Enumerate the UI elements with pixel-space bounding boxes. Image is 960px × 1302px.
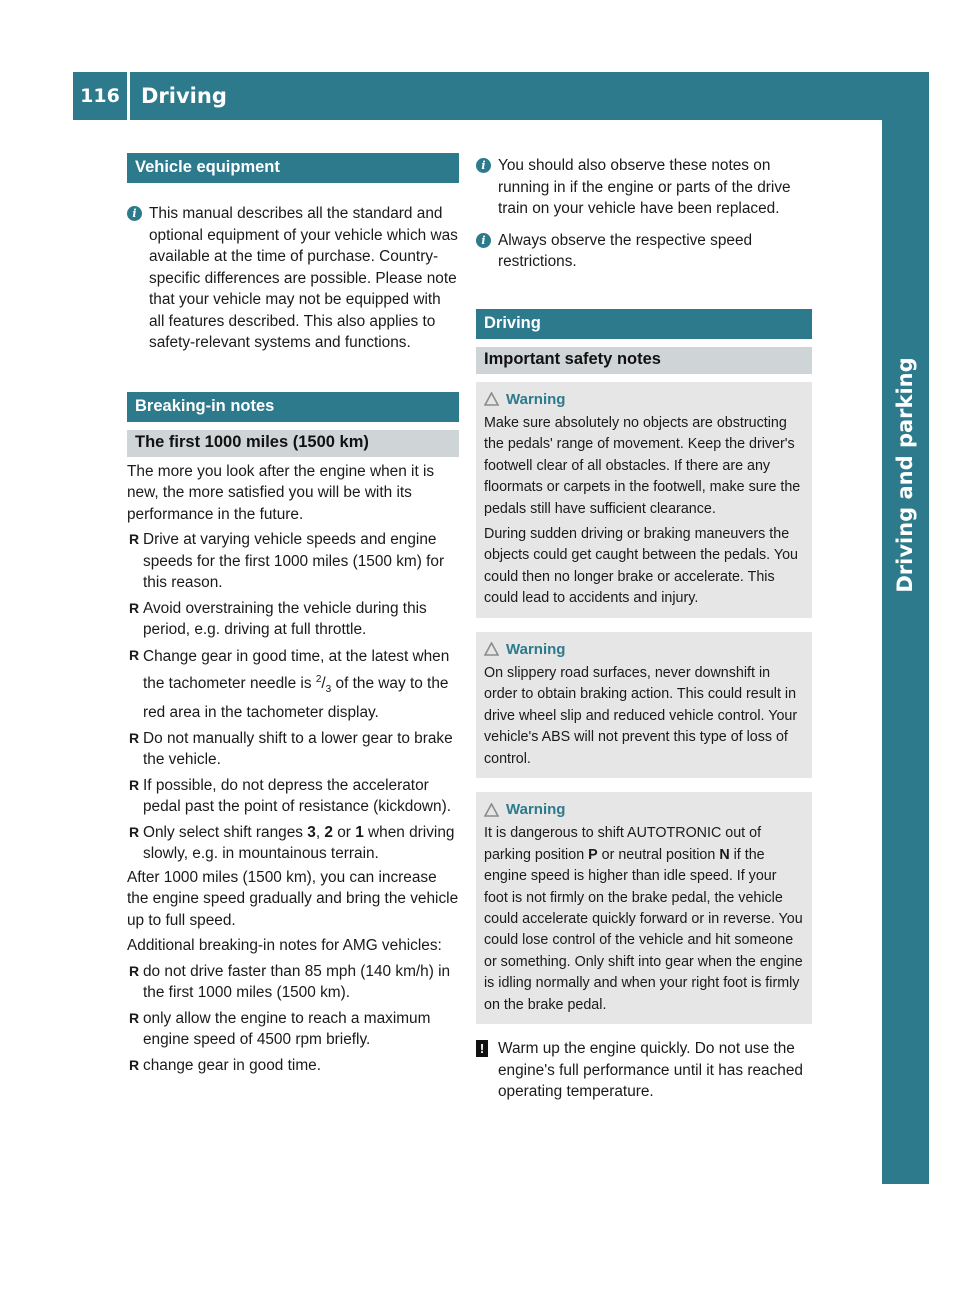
amg-intro-text: Additional breaking-in notes for AMG vehicles: [127,937,442,955]
warning-icon [484,803,499,817]
list-item [127,961,459,1004]
speed-restrictions-text: Always observe the respective speed restrictions. [498,231,753,270]
bullet-icon: R [129,646,140,663]
warning-text: On slippery road surfaces, never downshift in order to obtain braking action. This could result in drive wheel slip and reduced vehicle control. Your vehicle's ABS will not prevent this type of loss of control. [484,664,798,767]
list-item-text: Do not manually shift to a lower gear to brake the vehicle. [143,729,453,769]
fraction-numerator: 2 [315,673,322,685]
shift-range-2: 2 [324,823,333,841]
text-part: of the way to the red area in the tachometer display. [143,674,449,721]
info-icon: i [476,158,491,173]
page-number: 116 [80,85,120,107]
running-in-info-text: You should also observe these notes on running in if the engine or parts of the drive train on your vehicle have been replaced. [498,157,791,217]
bullet-icon: R [129,729,140,746]
warning-box [476,792,812,1024]
list-item [127,529,459,594]
safety-notes-heading: Important safety notes [476,347,812,374]
list-item [127,728,459,771]
list-item-text: Avoid overstraining the vehicle during this period, e.g. driving at full throttle. [143,599,427,638]
vehicle-equipment-info [127,203,459,354]
header-separator [127,72,130,120]
warning-icon [484,642,499,656]
info-icon: i [476,233,491,248]
first-miles-heading: The first 1000 miles (1500 km) [127,430,459,457]
speed-restrictions-info [476,230,812,273]
text-part: when driving slowly, e.g. in mountainous terrain. [143,823,455,863]
warning-icon [484,392,499,406]
warning-text: Make sure absolutely no objects are obstructing the pedals' range of movement. Keep the driver's footwell clear of all obstacles. If there are any floormats or carpets in the footwell, make sure the pedals still have sufficient clearance. [484,414,801,517]
bullet-icon: R [129,962,140,979]
bullet-icon: R [129,599,140,616]
gear-n: N [719,846,730,863]
bullet-icon: R [129,1009,140,1026]
list-item-text: only allow the engine to reach a maximum engine speed of 4500 rpm briefly. [143,1009,431,1049]
warning-header [484,799,804,820]
list-item-text: If possible, do not depress the accelerator pedal past the point of resistance (kickdown). [143,776,451,816]
bullet-icon: R [129,531,140,547]
caution-icon: ! [476,1040,488,1057]
text-part: or [337,823,351,841]
left-column [127,153,459,1076]
list-item [127,822,459,865]
side-tab-label: Driving and parking [893,357,917,593]
list-item [127,775,459,818]
vehicle-equipment-text: This manual describes all the standard and optional equipment of your vehicle which was available at the time of purchase. Country-specific differences are possible. Please note that your vehicle may not be equipped with all features described. This also applies to safety-relevant systems and functions. [149,205,458,351]
text-part: if the engine speed is higher than idle speed. If your foot is not firmly on the brake pedal, the vehicle could accelerate quickly forward or in reverse. You could lose control of the vehicle and hit someone or something. Only shift into gear when the engine is idling normally and when your right foot is firmly on the brake pedal. [484,846,803,1013]
warning-label: Warning [506,390,566,408]
info-icon: i [127,206,142,221]
warning-box [476,632,812,778]
breaking-in-intro: The more you look after the engine when it is new, the more satisfied you will be with its performance in the future. [127,462,435,523]
list-item-text [143,645,459,724]
bullet-icon: R [129,776,140,793]
gear-p: P [588,846,598,863]
bullet-icon: R [129,823,140,840]
right-column [476,155,812,1103]
bullet-icon: R [129,1056,140,1073]
list-item [127,645,459,724]
warning-header [484,639,804,660]
vehicle-equipment-heading: Vehicle equipment [127,153,459,183]
text-part: It is dangerous to shift AUTOTRONIC out of parking position [484,825,762,863]
text-part: or neutral position [601,846,716,863]
breaking-in-heading: Breaking-in notes [127,392,459,422]
list-item-text: Drive at varying vehicle speeds and engine speeds for the first 1000 miles (1500 km) for this reason. [143,531,445,591]
side-tab [882,72,929,1184]
text-part: Change gear in good time, at the latest when the tachometer needle is [143,647,450,692]
warning-header [484,389,804,410]
shift-range-1: 1 [355,823,364,841]
fraction: $^2/_3$ [315,673,332,695]
text-part: Only select shift ranges [143,823,303,841]
warning-label: Warning [506,801,566,818]
list-item-text [143,822,459,865]
list-item [127,1008,459,1051]
list-item-text: do not drive faster than 85 mph (140 km/h) in the first 1000 miles (1500 km). [143,962,451,1002]
shift-range-3: 3 [307,823,316,841]
running-in-info [476,155,812,220]
driving-heading: Driving [476,309,812,339]
warning-text [484,823,804,1016]
list-item [127,1055,459,1077]
list-item [127,598,459,641]
warning-text: During sudden driving or braking maneuvers the objects could get caught between the pedals. You could then no longer brake or accelerate. This could lead to accidents and injury. [484,525,798,607]
fraction-denominator: 3 [325,683,332,695]
warning-label: Warning [506,640,566,658]
warning-box [476,382,812,618]
text-part: , [315,823,321,841]
list-item-text: change gear in good time. [143,1056,321,1074]
after-breaking-in-text: After 1000 miles (1500 km), you can increase the engine speed gradually and bring the vehicle up to full speed. [127,868,459,929]
engine-warmup-text: Warm up the engine quickly. Do not use the engine's full performance until it has reached operating temperature. [498,1040,803,1101]
engine-warmup-note [476,1038,812,1103]
page-title: Driving [141,84,227,108]
